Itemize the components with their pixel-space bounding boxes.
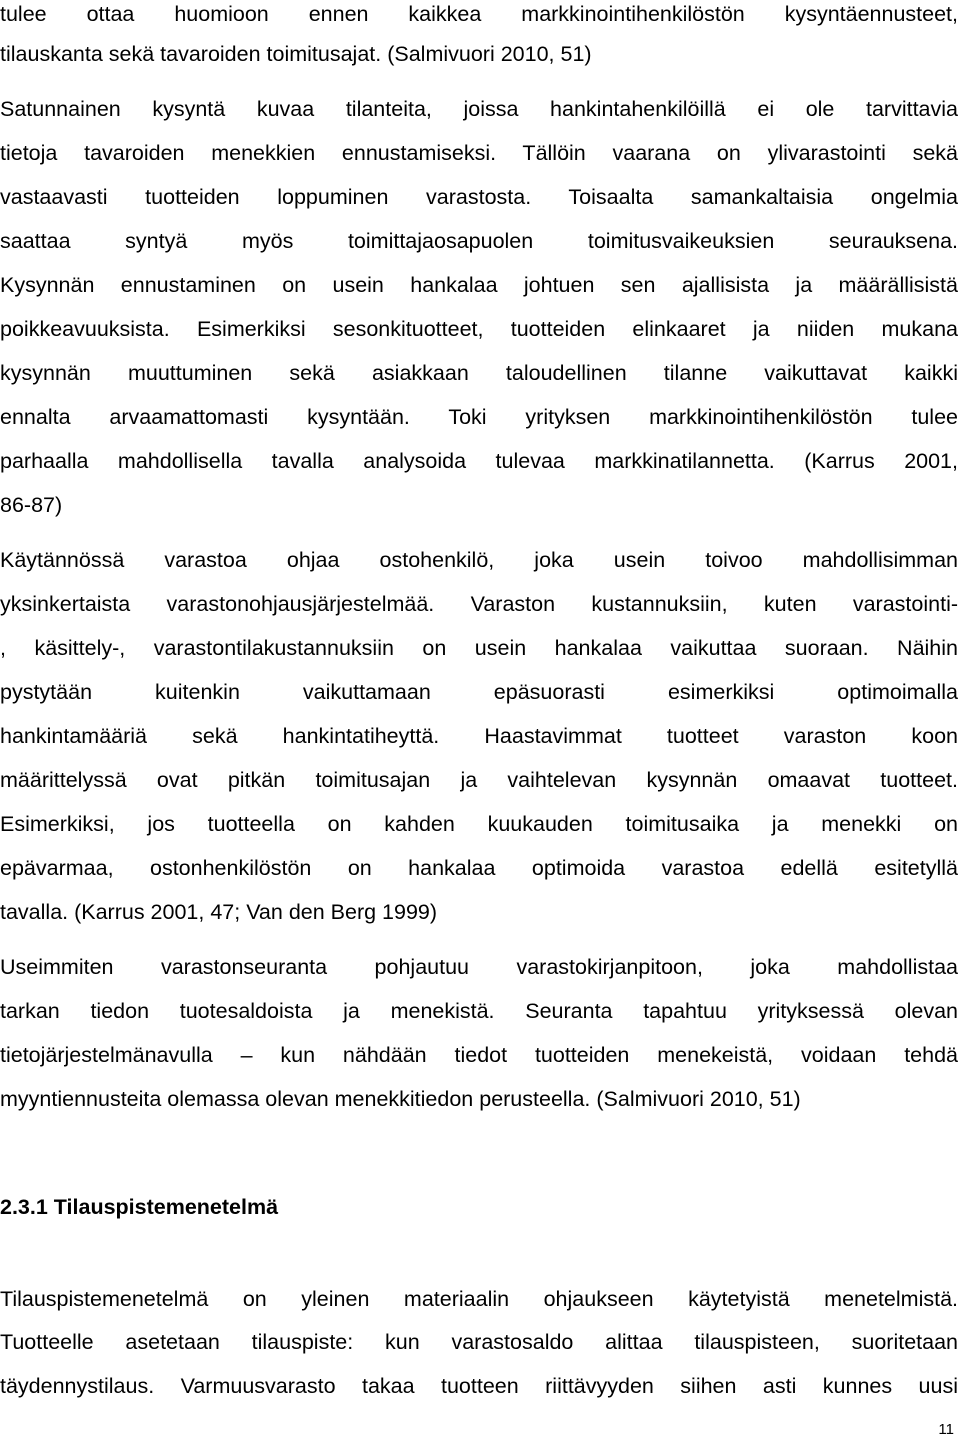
text-line: tietoja tavaroiden menekkien ennustamiseksi. Tällöin vaarana on ylivarastointi sekä xyxy=(0,141,958,165)
text-line: hankintamääriä sekä hankintatiheyttä. Haastavimmat tuotteet varaston koon xyxy=(0,724,958,748)
text-line: , käsittely-, varastontilakustannuksiin on usein hankalaa vaikuttaa suoraan. Näihin xyxy=(0,636,958,660)
page-number: 11 xyxy=(938,1421,954,1438)
section-heading: 2.3.1 Tilauspistemenetelmä xyxy=(0,1195,279,1219)
text-line: kysynnän muuttuminen sekä asiakkaan taloudellinen tilanne vaikuttavat kaikki xyxy=(0,361,958,385)
text-line: yksinkertaista varastonohjausjärjestelmää. Varaston kustannuksiin, kuten varastointi- xyxy=(0,592,958,616)
text-line: ennalta arvaamattomasti kysyntään. Toki yrityksen markkinointihenkilöstön tulee xyxy=(0,405,958,429)
text-line: tavalla. (Karrus 2001, 47; Van den Berg 1999) xyxy=(0,900,438,924)
text-line: tulee ottaa huomioon ennen kaikkea markkinointihenkilöstön kysyntäennusteet, xyxy=(0,2,958,26)
text-line: saattaa syntyä myös toimittajaosapuolen toimitusvaikeuksien seurauksena. xyxy=(0,229,958,253)
text-line: Useimmiten varastonseuranta pohjautuu varastokirjanpitoon, joka mahdollistaa xyxy=(0,955,958,979)
text-line: Kysynnän ennustaminen on usein hankalaa johtuen sen ajallisista ja määrällisistä xyxy=(0,273,958,297)
text-line: tietojärjestelmänavulla – kun nähdään tiedot tuotteiden menekeistä, voidaan tehdä xyxy=(0,1043,958,1067)
text-line: epävarmaa, ostonhenkilöstön on hankalaa optimoida varastoa edellä esitetyllä xyxy=(0,856,958,880)
text-line: täydennystilaus. Varmuusvarasto takaa tuotteen riittävyyden siihen asti kunnes uusi xyxy=(0,1374,958,1398)
text-line: määrittelyssä ovat pitkän toimitusajan ja vaihtelevan kysynnän omaavat tuotteet. xyxy=(0,768,958,792)
text-line: parhaalla mahdollisella tavalla analysoida tulevaa markkinatilannetta. (Karrus 2001, xyxy=(0,449,958,473)
text-line: poikkeavuuksista. Esimerkiksi sesonkituotteet, tuotteiden elinkaaret ja niiden mukana xyxy=(0,317,958,341)
text-line: 86-87) xyxy=(0,493,63,517)
text-line: vastaavasti tuotteiden loppuminen varastosta. Toisaalta samankaltaisia ongelmia xyxy=(0,185,958,209)
text-line: tarkan tiedon tuotesaldoista ja menekistä. Seuranta tapahtuu yrityksessä olevan xyxy=(0,999,958,1023)
text-line: myyntiennusteita olemassa olevan menekkitiedon perusteella. (Salmivuori 2010, 51) xyxy=(0,1087,801,1111)
text-line: Satunnainen kysyntä kuvaa tilanteita, joissa hankintahenkilöillä ei ole tarvittavia xyxy=(0,97,958,121)
text-line: tilauskanta sekä tavaroiden toimitusajat. (Salmivuori 2010, 51) xyxy=(0,42,592,66)
text-line: Tuotteelle asetetaan tilauspiste: kun varastosaldo alittaa tilauspisteen, suoritetaan xyxy=(0,1330,958,1354)
text-line: Tilauspistemenetelmä on yleinen materiaalin ohjaukseen käytetyistä menetelmistä. xyxy=(0,1287,958,1311)
text-line: pystytään kuitenkin vaikuttamaan epäsuorasti esimerkiksi optimoimalla xyxy=(0,680,958,704)
text-line: Käytännössä varastoa ohjaa ostohenkilö, joka usein toivoo mahdollisimman xyxy=(0,548,958,572)
text-line: Esimerkiksi, jos tuotteella on kahden kuukauden toimitusaika ja menekki on xyxy=(0,812,958,836)
